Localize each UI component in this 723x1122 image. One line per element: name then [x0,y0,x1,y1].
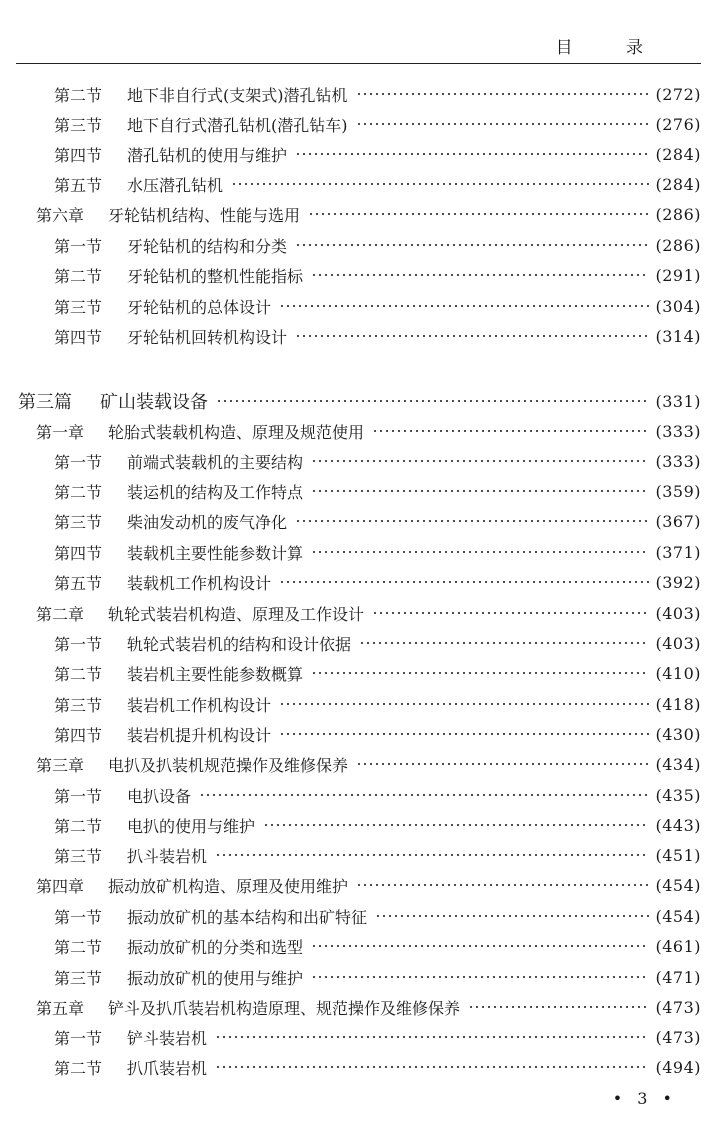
toc-entry-section[interactable] [54,83,701,105]
toc-entry-label: 第四章 [36,876,85,896]
dot-leader [356,761,649,767]
toc-entry-title: 轨轮式装岩机构造、原理及工作设计 [108,604,365,624]
toc-entry-label: 第三节 [54,846,103,866]
toc-entry-page: (410) [655,663,701,683]
toc-entry-section[interactable] [54,450,701,472]
toc-entry-section[interactable] [54,693,701,715]
toc-entry-title: 牙轮钻机的结构和分类 [127,236,288,256]
toc-entry-title: 装岩机提升机构设计 [127,725,272,745]
toc-entry-page: (430) [655,724,701,744]
toc-entry-section[interactable] [54,571,701,593]
toc-entry-title: 扒爪装岩机 [127,1058,208,1078]
toc-entry-title: 地下自行式潜孔钻机(潜孔钻车) [127,115,348,135]
toc-entry-label: 第一节 [54,1028,103,1048]
toc-entry-label: 第二节 [54,937,103,957]
toc-entry-page: (392) [655,572,701,592]
toc-entry-title: 振动放矿机的使用与维护 [127,968,304,988]
toc-entry-page: (473) [655,1027,701,1047]
toc-entry-page: (304) [655,296,701,316]
toc-entry-page: (272) [655,84,701,104]
toc-entry-chapter[interactable] [36,753,701,775]
toc-entry-title: 装岩机工作机构设计 [127,695,272,715]
toc-entry-title: 电扒及扒装机规范操作及维修保养 [108,755,349,775]
toc-entry-title: 振动放矿机构造、原理及使用维护 [108,876,349,896]
toc-entry-section[interactable] [54,143,701,165]
toc-entry-page: (454) [655,875,701,895]
dot-leader [356,121,650,127]
toc-entry-chapter[interactable] [36,874,701,896]
toc-entry-section[interactable] [54,173,701,195]
toc-entry-title: 装载机工作机构设计 [127,573,272,593]
dot-leader [308,211,649,217]
toc-entry-title: 铲斗装岩机 [127,1028,208,1048]
toc-entry-label: 第一节 [54,786,103,806]
toc-entry-label: 第三章 [36,755,85,775]
page-number: • 3 • [612,1089,677,1108]
toc-entry-title: 潜孔钻机的使用与维护 [127,145,288,165]
toc-entry-section[interactable] [54,784,701,806]
toc-entry-title: 牙轮钻机的整机性能指标 [127,266,304,286]
toc-entry-page: (333) [655,451,701,471]
toc-entry-page: (454) [655,906,701,926]
toc-entry-label: 第一节 [54,236,103,256]
toc-entry-label: 第三节 [54,512,103,532]
toc-entry-label: 第四节 [54,543,103,563]
toc-entry-title: 铲斗及扒爪装岩机构造原理、规范操作及维修保养 [108,998,461,1018]
dot-leader [215,852,649,858]
toc-entry-section[interactable] [54,480,701,502]
toc-entry-section[interactable] [54,113,701,135]
toc-entry-title: 装载机主要性能参数计算 [127,543,304,563]
toc-entry-title: 振动放矿机的基本结构和出矿特征 [127,907,368,927]
toc-entry-label: 第二节 [54,816,103,836]
toc-entry-section[interactable] [54,295,701,317]
toc-entry-title: 轨轮式装岩机的结构和设计依据 [127,634,352,654]
toc-entry-page: (371) [655,542,701,562]
toc-entry-section[interactable] [54,966,701,988]
toc-entry-page: (284) [655,144,701,164]
toc-entry-page: (418) [655,694,701,714]
toc-entry-label: 第一节 [54,634,103,654]
toc-entry-page: (286) [655,204,701,224]
toc-entry-page: (461) [655,936,701,956]
dot-leader [263,822,649,828]
toc-entry-label: 第一节 [54,452,103,472]
toc-entry-page: (451) [655,845,701,865]
dot-leader [295,242,649,248]
toc-entry-label: 第二节 [54,482,103,502]
dot-leader [295,151,649,157]
dot-leader [311,943,649,949]
page-title: 目 录 [555,38,667,58]
toc-entry-section[interactable] [54,234,701,256]
dot-leader [372,610,649,616]
dot-leader [356,882,649,888]
toc-entry-page: (403) [655,633,701,653]
toc-entry-label: 第五节 [54,175,103,195]
toc-entry-label: 第二节 [54,664,103,684]
toc-entry-section[interactable] [54,510,701,532]
toc-entry-label: 第二节 [54,266,103,286]
dot-leader [295,333,649,339]
dot-leader [359,640,649,646]
toc-entry-page: (276) [655,114,701,134]
toc-entry-page: (333) [655,421,701,441]
toc-entry-title: 扒斗装岩机 [127,846,208,866]
toc-entry-label: 第一节 [54,907,103,927]
dot-leader [279,579,649,585]
dot-leader [311,488,649,494]
toc-entry-label: 第四节 [54,327,103,347]
toc-entry-section[interactable] [54,935,701,957]
toc-entry-label: 第三节 [54,297,103,317]
dot-leader [279,731,649,737]
toc-entry-section[interactable] [54,844,701,866]
toc-entry-label: 第五节 [54,573,103,593]
toc-entry-chapter[interactable] [36,420,701,442]
toc-entry-page: (434) [655,754,701,774]
dot-leader [215,1034,649,1040]
toc-entry-title: 装运机的结构及工作特点 [127,482,304,502]
toc-entry-section[interactable] [54,814,701,836]
dot-leader [216,398,649,404]
toc-entry-title: 水压潜孔钻机 [127,175,224,195]
toc-entry-title: 柴油发动机的废气净化 [127,512,288,532]
toc-entry-chapter[interactable] [36,203,701,225]
toc-entry-label: 第二章 [36,604,85,624]
toc-entry-part[interactable] [18,388,701,414]
toc-entry-label: 第六章 [36,205,85,225]
dot-leader [375,913,649,919]
toc-entry-section[interactable] [54,325,701,347]
dot-leader [215,1064,649,1070]
dot-leader [311,549,649,555]
toc-entry-page: (291) [655,265,701,285]
toc-entry-title: 前端式装载机的主要结构 [127,452,304,472]
toc-entry-page: (367) [655,511,701,531]
toc-entry-label: 第三节 [54,695,103,715]
toc-entry-page: (314) [655,326,701,346]
toc-entry-title: 电扒的使用与维护 [127,816,256,836]
dot-leader [295,518,649,524]
toc-entry-page: (403) [655,603,701,623]
toc-entry-label: 第四节 [54,145,103,165]
toc-entry-title: 装岩机主要性能参数概算 [127,664,304,684]
toc-entry-page: (471) [655,967,701,987]
toc-entry-title: 振动放矿机的分类和选型 [127,937,304,957]
toc-entry-label: 第三节 [54,968,103,988]
toc-entry-label: 第一章 [36,422,85,442]
toc-entry-title: 牙轮钻机的总体设计 [127,297,272,317]
toc-entry-label: 第二节 [54,85,103,105]
toc-entry-label: 第三篇 [18,392,72,413]
toc-entry-section[interactable] [54,264,701,286]
toc-entry-page: (359) [655,481,701,501]
dot-leader [231,181,649,187]
dot-leader [468,1004,649,1010]
dot-leader [279,303,649,309]
toc-entry-title: 牙轮钻机结构、性能与选用 [108,205,301,225]
toc-entry-section[interactable] [54,1026,701,1048]
toc-entry-section[interactable] [54,1056,701,1078]
dot-leader [311,670,649,676]
toc-entry-label: 第四节 [54,725,103,745]
toc-entry-title: 矿山装载设备 [100,392,208,413]
page-header [0,0,723,66]
toc-entry-page: (473) [655,997,701,1017]
toc-entry-title: 牙轮钻机回转机构设计 [127,327,288,347]
toc-entry-section[interactable] [54,632,701,654]
toc-entry-section[interactable] [54,905,701,927]
header-divider [16,63,701,64]
toc-entry-title: 地下非自行式(支架式)潜孔钻机 [127,85,348,105]
dot-leader [279,701,649,707]
toc-entry-label: 第五章 [36,998,85,1018]
dot-leader [311,974,649,980]
toc-entry-title: 电扒设备 [127,786,192,806]
toc-entry-title: 轮胎式装载机构造、原理及规范使用 [108,422,365,442]
toc-entry-page: (443) [655,815,701,835]
toc-entry-label: 第二节 [54,1058,103,1078]
dot-leader [356,91,650,97]
toc-entry-label: 第三节 [54,115,103,135]
toc-entry-page: (284) [655,174,701,194]
toc-entry-section[interactable] [54,541,701,563]
toc-entry-section[interactable] [54,662,701,684]
toc-entry-chapter[interactable] [36,602,701,624]
dot-leader [311,458,649,464]
toc-entry-page: (286) [655,235,701,255]
dot-leader [311,272,649,278]
dot-leader [372,428,649,434]
toc-entry-section[interactable] [54,723,701,745]
toc-entry-page: (331) [655,391,701,411]
dot-leader [199,792,649,798]
toc-entry-chapter[interactable] [36,996,701,1018]
toc-entry-page: (494) [655,1057,701,1077]
toc-entry-page: (435) [655,785,701,805]
